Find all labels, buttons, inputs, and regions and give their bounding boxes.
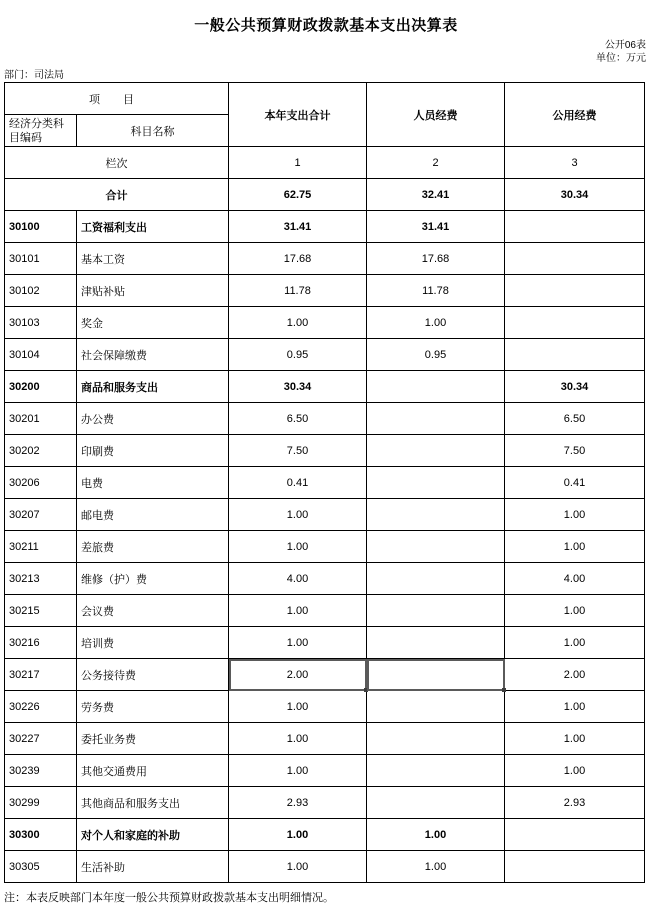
row-personnel[interactable]: 17.68 bbox=[367, 243, 505, 275]
row-code[interactable]: 30206 bbox=[5, 467, 77, 499]
footnote: 注：本表反映部门本年度一般公共预算财政拨款基本支出明细情况。 bbox=[4, 892, 334, 904]
row-total[interactable]: 0.95 bbox=[229, 339, 367, 371]
row-name[interactable]: 劳务费 bbox=[77, 691, 229, 723]
row-public[interactable] bbox=[505, 851, 645, 883]
row-name[interactable]: 委托业务费 bbox=[77, 723, 229, 755]
form-number: 公开06表 bbox=[604, 40, 646, 51]
row-name[interactable]: 商品和服务支出 bbox=[77, 371, 229, 403]
table-row[interactable] bbox=[5, 755, 645, 787]
row-personnel[interactable] bbox=[367, 627, 505, 659]
row-total[interactable]: 31.41 bbox=[229, 211, 367, 243]
row-personnel[interactable] bbox=[367, 435, 505, 467]
table-row[interactable] bbox=[5, 435, 645, 467]
table-header-row-1 bbox=[5, 83, 645, 115]
table-row[interactable] bbox=[5, 307, 645, 339]
row-name[interactable]: 电费 bbox=[77, 467, 229, 499]
row-personnel[interactable] bbox=[367, 467, 505, 499]
row-personnel[interactable] bbox=[367, 403, 505, 435]
row-code[interactable]: 30299 bbox=[5, 787, 77, 819]
row-name[interactable]: 办公费 bbox=[77, 403, 229, 435]
row-public[interactable]: 2.93 bbox=[505, 787, 645, 819]
table-row[interactable] bbox=[5, 339, 645, 371]
row-public[interactable]: 0.41 bbox=[505, 467, 645, 499]
form-meta bbox=[0, 39, 652, 65]
total-row bbox=[5, 179, 645, 211]
rank-row bbox=[5, 147, 645, 179]
row-personnel[interactable] bbox=[367, 691, 505, 723]
row-code[interactable]: 30213 bbox=[5, 563, 77, 595]
row-total[interactable]: 6.50 bbox=[229, 403, 367, 435]
row-code[interactable]: 30239 bbox=[5, 755, 77, 787]
row-name[interactable]: 公务接待费 bbox=[77, 659, 229, 691]
row-name[interactable]: 奖金 bbox=[77, 307, 229, 339]
table-row[interactable] bbox=[5, 467, 645, 499]
rank-2: 2 bbox=[367, 147, 505, 179]
row-total[interactable]: 1.00 bbox=[229, 691, 367, 723]
row-total[interactable]: 7.50 bbox=[229, 435, 367, 467]
row-code[interactable]: 30100 bbox=[5, 211, 77, 243]
row-total[interactable]: 1.00 bbox=[229, 755, 367, 787]
row-code[interactable]: 30226 bbox=[5, 691, 77, 723]
header-col-public: 公用经费 bbox=[505, 83, 645, 147]
table-row[interactable] bbox=[5, 403, 645, 435]
row-personnel[interactable] bbox=[367, 371, 505, 403]
row-public[interactable]: 4.00 bbox=[505, 563, 645, 595]
row-name[interactable]: 维修（护）费 bbox=[77, 563, 229, 595]
row-name[interactable]: 对个人和家庭的补助 bbox=[77, 819, 229, 851]
table-row[interactable] bbox=[5, 819, 645, 851]
row-name[interactable]: 基本工资 bbox=[77, 243, 229, 275]
row-total[interactable]: 1.00 bbox=[229, 723, 367, 755]
total-value-public: 30.34 bbox=[505, 179, 645, 211]
total-value-total: 62.75 bbox=[229, 179, 367, 211]
row-code[interactable]: 30216 bbox=[5, 627, 77, 659]
row-public[interactable]: 1.00 bbox=[505, 691, 645, 723]
row-name[interactable]: 邮电费 bbox=[77, 499, 229, 531]
budget-table bbox=[4, 82, 645, 883]
row-name[interactable]: 社会保障缴费 bbox=[77, 339, 229, 371]
row-name[interactable]: 津贴补贴 bbox=[77, 275, 229, 307]
row-public[interactable] bbox=[505, 211, 645, 243]
currency-unit: 单位：万元 bbox=[596, 53, 646, 64]
row-personnel[interactable] bbox=[367, 723, 505, 755]
row-total[interactable]: 2.00 bbox=[229, 659, 367, 691]
row-personnel[interactable] bbox=[367, 787, 505, 819]
row-personnel[interactable]: 1.00 bbox=[367, 851, 505, 883]
table-row[interactable] bbox=[5, 499, 645, 531]
row-code[interactable]: 30207 bbox=[5, 499, 77, 531]
row-public[interactable]: 1.00 bbox=[505, 499, 645, 531]
total-label: 合计 bbox=[5, 179, 229, 211]
row-code[interactable]: 30103 bbox=[5, 307, 77, 339]
row-personnel[interactable] bbox=[367, 659, 505, 691]
row-name[interactable]: 生活补助 bbox=[77, 851, 229, 883]
table-body bbox=[5, 211, 645, 883]
row-code[interactable]: 30217 bbox=[5, 659, 77, 691]
row-personnel[interactable] bbox=[367, 563, 505, 595]
row-total[interactable]: 1.00 bbox=[229, 851, 367, 883]
row-personnel[interactable] bbox=[367, 755, 505, 787]
row-public[interactable]: 6.50 bbox=[505, 403, 645, 435]
row-name[interactable]: 培训费 bbox=[77, 627, 229, 659]
header-item-group bbox=[5, 83, 229, 115]
row-total[interactable]: 1.00 bbox=[229, 595, 367, 627]
row-personnel[interactable]: 1.00 bbox=[367, 819, 505, 851]
row-code[interactable]: 30102 bbox=[5, 275, 77, 307]
table-row[interactable] bbox=[5, 723, 645, 755]
row-public[interactable]: 1.00 bbox=[505, 531, 645, 563]
row-public[interactable]: 1.00 bbox=[505, 627, 645, 659]
rank-label: 栏次 bbox=[5, 147, 229, 179]
row-public[interactable]: 2.00 bbox=[505, 659, 645, 691]
header-col-total: 本年支出合计 bbox=[229, 83, 367, 147]
table-row[interactable] bbox=[5, 371, 645, 403]
row-code[interactable]: 30305 bbox=[5, 851, 77, 883]
table-row[interactable] bbox=[5, 787, 645, 819]
row-code[interactable]: 30101 bbox=[5, 243, 77, 275]
row-code[interactable]: 30201 bbox=[5, 403, 77, 435]
table-row[interactable] bbox=[5, 243, 645, 275]
row-code[interactable]: 30227 bbox=[5, 723, 77, 755]
row-total[interactable]: 1.00 bbox=[229, 531, 367, 563]
row-name[interactable]: 其他商品和服务支出 bbox=[77, 787, 229, 819]
row-total[interactable]: 2.93 bbox=[229, 787, 367, 819]
row-public[interactable]: 1.00 bbox=[505, 595, 645, 627]
row-public[interactable]: 7.50 bbox=[505, 435, 645, 467]
department-label: 部门：司法局 bbox=[4, 70, 64, 81]
table-row[interactable] bbox=[5, 691, 645, 723]
row-public[interactable] bbox=[505, 819, 645, 851]
rank-3: 3 bbox=[505, 147, 645, 179]
header-col-code: 经济分类科目编码 bbox=[5, 115, 77, 147]
row-public[interactable] bbox=[505, 275, 645, 307]
row-total[interactable]: 0.41 bbox=[229, 467, 367, 499]
row-name[interactable]: 印刷费 bbox=[77, 435, 229, 467]
row-personnel[interactable]: 0.95 bbox=[367, 339, 505, 371]
row-total[interactable]: 17.68 bbox=[229, 243, 367, 275]
table-row[interactable] bbox=[5, 275, 645, 307]
page-title: 一般公共预算财政拨款基本支出决算表 bbox=[194, 17, 458, 34]
row-public[interactable] bbox=[505, 339, 645, 371]
row-code[interactable]: 30211 bbox=[5, 531, 77, 563]
row-personnel[interactable]: 11.78 bbox=[367, 275, 505, 307]
row-name[interactable]: 其他交通费用 bbox=[77, 755, 229, 787]
table-row[interactable] bbox=[5, 627, 645, 659]
table-row[interactable] bbox=[5, 595, 645, 627]
row-name[interactable]: 差旅费 bbox=[77, 531, 229, 563]
row-personnel[interactable]: 31.41 bbox=[367, 211, 505, 243]
table-row[interactable] bbox=[5, 531, 645, 563]
row-total[interactable]: 1.00 bbox=[229, 627, 367, 659]
table-row[interactable] bbox=[5, 211, 645, 243]
row-total[interactable]: 4.00 bbox=[229, 563, 367, 595]
row-public[interactable] bbox=[505, 243, 645, 275]
total-value-personnel: 32.41 bbox=[367, 179, 505, 211]
row-personnel[interactable] bbox=[367, 531, 505, 563]
row-personnel[interactable] bbox=[367, 595, 505, 627]
row-code[interactable]: 30300 bbox=[5, 819, 77, 851]
header-item-label: 项 目 bbox=[88, 93, 145, 106]
row-total[interactable]: 1.00 bbox=[229, 307, 367, 339]
row-code[interactable]: 30202 bbox=[5, 435, 77, 467]
row-public[interactable]: 30.34 bbox=[505, 371, 645, 403]
row-total[interactable]: 1.00 bbox=[229, 499, 367, 531]
row-code[interactable]: 30104 bbox=[5, 339, 77, 371]
row-total[interactable]: 30.34 bbox=[229, 371, 367, 403]
row-name[interactable]: 工资福利支出 bbox=[77, 211, 229, 243]
header-col-name: 科目名称 bbox=[77, 115, 229, 147]
row-code[interactable]: 30215 bbox=[5, 595, 77, 627]
row-personnel[interactable]: 1.00 bbox=[367, 307, 505, 339]
row-public[interactable]: 1.00 bbox=[505, 755, 645, 787]
table-row[interactable] bbox=[5, 851, 645, 883]
row-total[interactable]: 1.00 bbox=[229, 819, 367, 851]
row-code[interactable]: 30200 bbox=[5, 371, 77, 403]
row-public[interactable]: 1.00 bbox=[505, 723, 645, 755]
table-row[interactable] bbox=[5, 659, 645, 691]
header-col-personnel: 人员经费 bbox=[367, 83, 505, 147]
row-name[interactable]: 会议费 bbox=[77, 595, 229, 627]
rank-1: 1 bbox=[229, 147, 367, 179]
table-row[interactable] bbox=[5, 563, 645, 595]
row-public[interactable] bbox=[505, 307, 645, 339]
row-total[interactable]: 11.78 bbox=[229, 275, 367, 307]
row-personnel[interactable] bbox=[367, 499, 505, 531]
